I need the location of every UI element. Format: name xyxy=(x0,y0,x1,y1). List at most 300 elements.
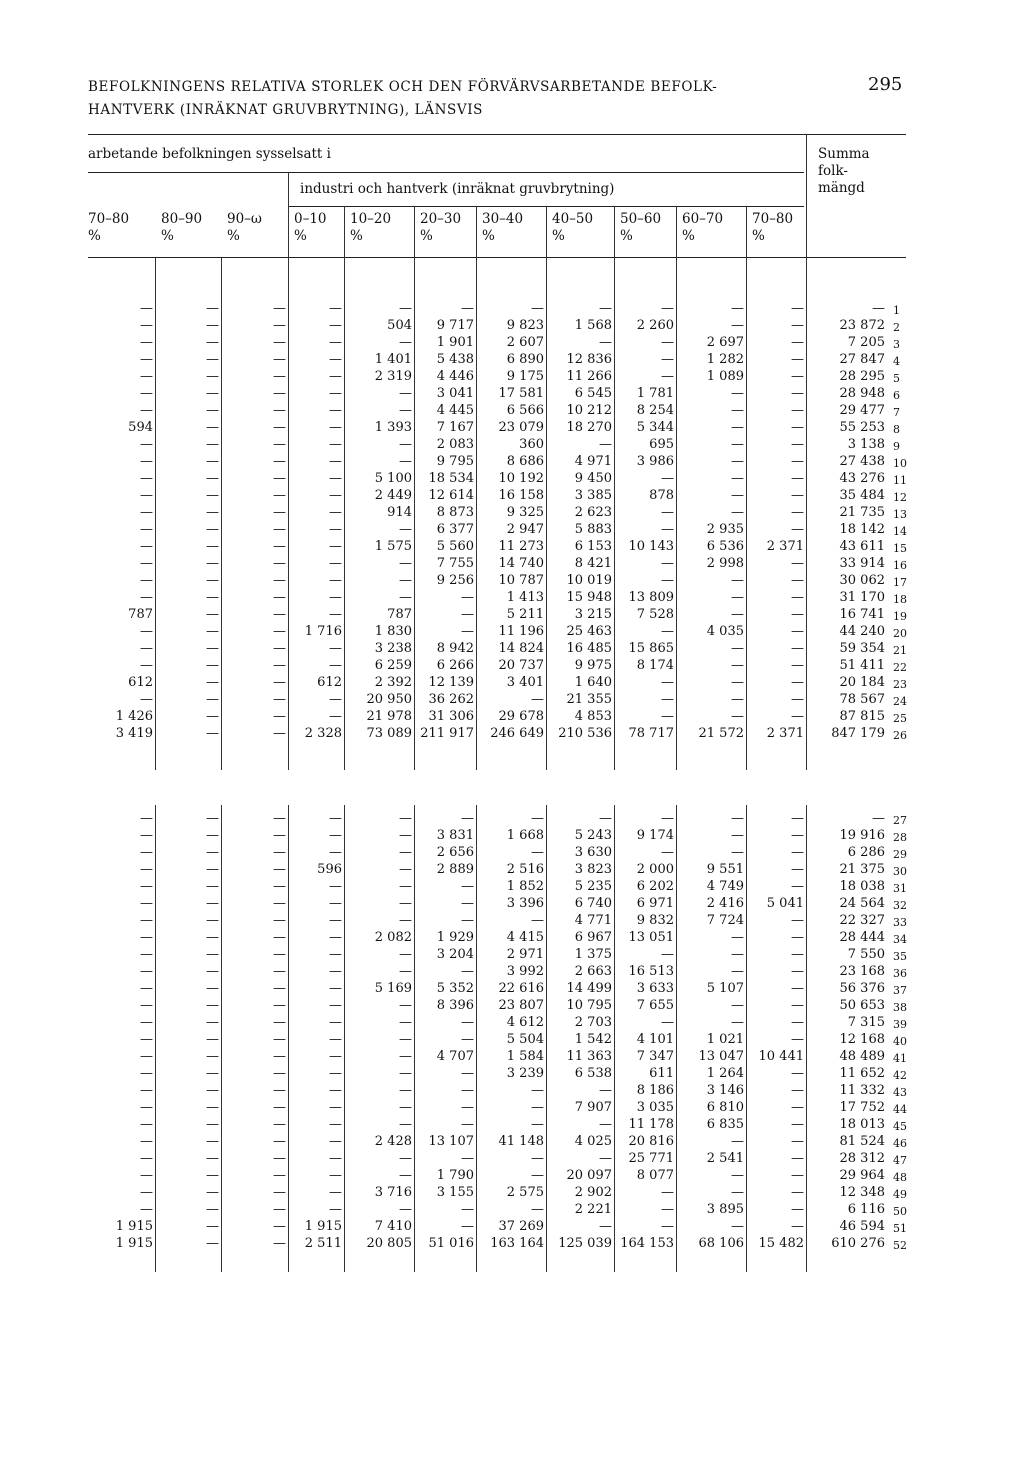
table-cell: — xyxy=(731,930,744,945)
table-cell: — xyxy=(461,1100,474,1115)
table-cell: — xyxy=(791,573,804,588)
table-cell: 20 805 xyxy=(366,1236,412,1251)
table-cell: 3 239 xyxy=(506,1066,544,1081)
table-cell: — xyxy=(273,675,286,690)
table-cell: — xyxy=(140,488,153,503)
table-cell: — xyxy=(791,590,804,605)
table-cell: 25 771 xyxy=(628,1151,674,1166)
row-number: 43 xyxy=(893,1086,907,1099)
table-cell: — xyxy=(140,1032,153,1047)
table-cell: — xyxy=(329,1202,342,1217)
table-cell: 1 575 xyxy=(374,539,412,554)
table-cell: 7 550 xyxy=(847,947,885,962)
table-cell: — xyxy=(731,301,744,316)
table-cell: — xyxy=(731,845,744,860)
table-cell: — xyxy=(791,420,804,435)
table-cell: — xyxy=(273,352,286,367)
table-cell: — xyxy=(206,386,219,401)
table-cell: 29 678 xyxy=(498,709,544,724)
table-cell: — xyxy=(791,505,804,520)
column-divider xyxy=(614,206,615,258)
table-cell: — xyxy=(399,862,412,877)
table-cell: — xyxy=(273,1049,286,1064)
table-cell: — xyxy=(461,1032,474,1047)
table-cell: 18 270 xyxy=(566,420,612,435)
table-cell: — xyxy=(461,896,474,911)
table-cell: — xyxy=(791,641,804,656)
table-cell: — xyxy=(791,352,804,367)
table-cell: — xyxy=(531,1100,544,1115)
table-cell: 11 196 xyxy=(498,624,544,639)
table-cell: — xyxy=(461,964,474,979)
row-number: 1 xyxy=(893,304,900,317)
table-cell: 7 655 xyxy=(636,998,674,1013)
row-number: 52 xyxy=(893,1239,907,1252)
table-cell: — xyxy=(661,947,674,962)
table-cell: — xyxy=(399,437,412,452)
table-cell: — xyxy=(206,573,219,588)
table-cell: 2 607 xyxy=(506,335,544,350)
table-cell: — xyxy=(273,454,286,469)
table-cell: 5 211 xyxy=(506,607,544,622)
table-cell: — xyxy=(461,301,474,316)
table-cell: — xyxy=(206,845,219,860)
table-cell: — xyxy=(791,1015,804,1030)
table-cell: — xyxy=(731,488,744,503)
table-cell: — xyxy=(140,930,153,945)
table-cell: — xyxy=(791,879,804,894)
column-unit: % xyxy=(227,228,240,244)
table-cell: 6 835 xyxy=(706,1117,744,1132)
table-cell: — xyxy=(399,454,412,469)
table-cell: — xyxy=(731,386,744,401)
table-cell: — xyxy=(599,301,612,316)
table-cell: — xyxy=(399,1032,412,1047)
table-cell: 164 153 xyxy=(620,1236,674,1251)
table-cell: — xyxy=(791,1151,804,1166)
table-cell: — xyxy=(791,369,804,384)
table-cell: — xyxy=(791,981,804,996)
table-cell: 28 444 xyxy=(839,930,885,945)
table-cell: — xyxy=(329,1066,342,1081)
table-cell: — xyxy=(206,1151,219,1166)
table-cell: — xyxy=(206,1032,219,1047)
table-cell: 3 138 xyxy=(847,437,885,452)
table-cell: — xyxy=(399,998,412,1013)
row-number: 3 xyxy=(893,338,900,351)
table-cell: — xyxy=(791,607,804,622)
table-cell: 13 107 xyxy=(428,1134,474,1149)
page-number: 295 xyxy=(868,74,903,95)
table-cell: 6 116 xyxy=(847,1202,885,1217)
table-cell: — xyxy=(206,1015,219,1030)
table-cell: — xyxy=(273,590,286,605)
table-cell: — xyxy=(461,1151,474,1166)
table-cell: — xyxy=(206,1117,219,1132)
table-cell: — xyxy=(273,896,286,911)
table-cell: 23 168 xyxy=(839,964,885,979)
table-cell: — xyxy=(791,301,804,316)
table-cell: 504 xyxy=(387,318,412,333)
table-cell: — xyxy=(399,947,412,962)
table-cell: — xyxy=(329,811,342,826)
row-number: 11 xyxy=(893,474,907,487)
column-range: 20–30 xyxy=(420,211,462,227)
table-cell: 2 998 xyxy=(706,556,744,571)
table-cell: — xyxy=(531,1168,544,1183)
table-cell: — xyxy=(140,828,153,843)
table-cell: 6 266 xyxy=(436,658,474,673)
table-cell: — xyxy=(206,318,219,333)
table-cell: 787 xyxy=(387,607,412,622)
column-divider xyxy=(546,206,547,258)
table-cell: — xyxy=(273,981,286,996)
table-cell: 55 253 xyxy=(839,420,885,435)
table-cell: — xyxy=(791,828,804,843)
row-number: 51 xyxy=(893,1222,907,1235)
table-cell: — xyxy=(791,454,804,469)
row-number: 13 xyxy=(893,508,907,521)
table-cell: 1 781 xyxy=(636,386,674,401)
table-cell: — xyxy=(206,879,219,894)
table-cell: — xyxy=(531,1151,544,1166)
table-cell: — xyxy=(206,1168,219,1183)
column-range: 70–80 xyxy=(88,211,130,227)
subgroup-header: industri och hantverk (inräknat gruvbrytning) xyxy=(300,181,615,197)
column-header-8 xyxy=(552,211,593,245)
table-cell: — xyxy=(791,1202,804,1217)
row-number: 30 xyxy=(893,865,907,878)
table-cell: — xyxy=(731,590,744,605)
table-cell: — xyxy=(206,590,219,605)
table-cell: 1 021 xyxy=(706,1032,744,1047)
table-cell: — xyxy=(872,811,885,826)
table-cell: — xyxy=(206,913,219,928)
table-cell: — xyxy=(661,675,674,690)
table-cell: — xyxy=(791,1066,804,1081)
table-cell: — xyxy=(273,301,286,316)
table-cell: 596 xyxy=(317,862,342,877)
table-cell: 5 352 xyxy=(436,981,474,996)
table-cell: 2 371 xyxy=(766,539,804,554)
table-cell: 2 541 xyxy=(706,1151,744,1166)
table-cell: 4 445 xyxy=(436,403,474,418)
table-cell: — xyxy=(461,624,474,639)
row-number: 12 xyxy=(893,491,907,504)
table-cell: — xyxy=(791,403,804,418)
table-cell: — xyxy=(206,454,219,469)
table-cell: 22 327 xyxy=(839,913,885,928)
table-cell: — xyxy=(531,1083,544,1098)
table-cell: — xyxy=(329,573,342,588)
table-cell: — xyxy=(791,624,804,639)
table-cell: 6 566 xyxy=(506,403,544,418)
table-cell: 6 971 xyxy=(636,896,674,911)
table-cell: 10 143 xyxy=(628,539,674,554)
table-cell: — xyxy=(661,1015,674,1030)
table-cell: 17 752 xyxy=(839,1100,885,1115)
table-cell: — xyxy=(791,1168,804,1183)
table-cell: 2 663 xyxy=(574,964,612,979)
table-cell: 15 482 xyxy=(758,1236,804,1251)
table-cell: — xyxy=(329,1117,342,1132)
table-cell: 11 652 xyxy=(839,1066,885,1081)
table-cell: 11 363 xyxy=(566,1049,612,1064)
table-cell: — xyxy=(273,539,286,554)
table-cell: — xyxy=(791,947,804,962)
row-number: 24 xyxy=(893,695,907,708)
table-cell: 4 771 xyxy=(574,913,612,928)
table-cell: — xyxy=(399,403,412,418)
table-cell: — xyxy=(791,335,804,350)
table-cell: — xyxy=(329,981,342,996)
table-cell: — xyxy=(140,879,153,894)
column-header-1 xyxy=(88,211,129,245)
column-unit: % xyxy=(682,228,695,244)
table-cell: — xyxy=(791,1083,804,1098)
table-cell: — xyxy=(273,488,286,503)
table-cell: 2 260 xyxy=(636,318,674,333)
table-cell: — xyxy=(329,1083,342,1098)
table-cell: 9 256 xyxy=(436,573,474,588)
table-cell: — xyxy=(329,437,342,452)
table-cell: — xyxy=(791,862,804,877)
table-cell: 2 511 xyxy=(304,1236,342,1251)
table-cell: — xyxy=(329,709,342,724)
table-cell: — xyxy=(140,1083,153,1098)
table-cell: 2 703 xyxy=(574,1015,612,1030)
table-cell: — xyxy=(206,675,219,690)
row-number: 21 xyxy=(893,644,907,657)
table-cell: — xyxy=(329,947,342,962)
row-number: 4 xyxy=(893,355,900,368)
table-cell: — xyxy=(140,369,153,384)
column-header-9 xyxy=(620,211,661,245)
table-cell: — xyxy=(531,811,544,826)
table-cell: 4 853 xyxy=(574,709,612,724)
table-cell: 78 567 xyxy=(839,692,885,707)
row-number: 50 xyxy=(893,1205,907,1218)
table-cell: 1 915 xyxy=(304,1219,342,1234)
table-cell: — xyxy=(140,1185,153,1200)
column-range: 30–40 xyxy=(482,211,524,227)
table-cell: — xyxy=(206,896,219,911)
title-line-2: HANTVERK (INRÄKNAT GRUVBRYTNING), LÄNSVIS xyxy=(88,102,483,118)
table-cell: — xyxy=(399,1049,412,1064)
table-cell: 1 915 xyxy=(115,1236,153,1251)
table-cell: 5 883 xyxy=(574,522,612,537)
table-cell: — xyxy=(791,964,804,979)
table-cell: — xyxy=(731,505,744,520)
table-cell: — xyxy=(273,947,286,962)
table-cell: — xyxy=(206,1066,219,1081)
row-number: 29 xyxy=(893,848,907,861)
table-cell: — xyxy=(273,505,286,520)
table-cell: — xyxy=(731,403,744,418)
table-cell: — xyxy=(661,811,674,826)
row-number: 14 xyxy=(893,525,907,538)
table-cell: — xyxy=(329,403,342,418)
table-cell: — xyxy=(531,1202,544,1217)
table-cell: — xyxy=(140,573,153,588)
row-number: 48 xyxy=(893,1171,907,1184)
row-number: 7 xyxy=(893,406,900,419)
column-unit: % xyxy=(420,228,433,244)
summa-line-3: mängd xyxy=(818,180,865,196)
table-cell: — xyxy=(273,1100,286,1115)
summa-divider xyxy=(806,134,807,258)
table-cell: 847 179 xyxy=(831,726,885,741)
table-cell: — xyxy=(273,556,286,571)
row-number: 33 xyxy=(893,916,907,929)
column-unit: % xyxy=(350,228,363,244)
table-cell: — xyxy=(206,488,219,503)
table-cell: 2 392 xyxy=(374,675,412,690)
column-header-10 xyxy=(682,211,723,245)
table-cell: 594 xyxy=(128,420,153,435)
row-number: 20 xyxy=(893,627,907,640)
table-cell: — xyxy=(273,437,286,452)
table-cell: — xyxy=(140,539,153,554)
table-cell: 2 947 xyxy=(506,522,544,537)
table-cell: — xyxy=(791,488,804,503)
table-cell: 1 852 xyxy=(506,879,544,894)
table-cell: 20 184 xyxy=(839,675,885,690)
table-cell: — xyxy=(661,505,674,520)
table-cell: 7 528 xyxy=(636,607,674,622)
table-cell: 3 401 xyxy=(506,675,544,690)
table-cell: — xyxy=(329,556,342,571)
table-cell: — xyxy=(273,913,286,928)
table-cell: 5 243 xyxy=(574,828,612,843)
table-cell: 612 xyxy=(317,675,342,690)
row-number: 31 xyxy=(893,882,907,895)
table-cell: — xyxy=(791,692,804,707)
table-cell: 2 449 xyxy=(374,488,412,503)
table-cell: — xyxy=(273,335,286,350)
table-cell: 7 755 xyxy=(436,556,474,571)
table-cell: — xyxy=(206,964,219,979)
column-unit: % xyxy=(620,228,633,244)
table-cell: 30 062 xyxy=(839,573,885,588)
table-cell: — xyxy=(329,539,342,554)
table-cell: — xyxy=(140,1015,153,1030)
table-cell: 2 000 xyxy=(636,862,674,877)
table-cell: 1 929 xyxy=(436,930,474,945)
column-range: 70–80 xyxy=(752,211,794,227)
row-number: 19 xyxy=(893,610,907,623)
table-cell: — xyxy=(399,1100,412,1115)
table-cell: — xyxy=(273,658,286,673)
table-cell: 611 xyxy=(649,1066,674,1081)
table-cell: — xyxy=(273,1117,286,1132)
table-cell: — xyxy=(206,1049,219,1064)
table-cell: — xyxy=(140,590,153,605)
table-cell: 3 716 xyxy=(374,1185,412,1200)
table-cell: — xyxy=(791,1219,804,1234)
table-cell: 4 446 xyxy=(436,369,474,384)
table-cell: — xyxy=(273,471,286,486)
table-cell: — xyxy=(206,1134,219,1149)
table-cell: 20 950 xyxy=(366,692,412,707)
table-cell: — xyxy=(140,1100,153,1115)
table-cell: — xyxy=(399,1066,412,1081)
table-cell: — xyxy=(399,964,412,979)
table-cell: 13 047 xyxy=(698,1049,744,1064)
column-range: 80–90 xyxy=(161,211,203,227)
table-cell: 21 375 xyxy=(839,862,885,877)
table-cell: — xyxy=(599,437,612,452)
table-cell: — xyxy=(399,896,412,911)
column-divider xyxy=(288,172,289,258)
column-divider xyxy=(806,258,807,770)
table-cell: — xyxy=(140,641,153,656)
table-cell: — xyxy=(661,692,674,707)
table-cell: 9 975 xyxy=(574,658,612,673)
table-cell: 6 377 xyxy=(436,522,474,537)
table-cell: 7 410 xyxy=(374,1219,412,1234)
table-cell: 9 717 xyxy=(436,318,474,333)
table-cell: — xyxy=(599,1117,612,1132)
table-cell: — xyxy=(206,947,219,962)
table-cell: 24 564 xyxy=(839,896,885,911)
table-cell: 163 164 xyxy=(490,1236,544,1251)
table-cell: — xyxy=(599,1219,612,1234)
table-cell: — xyxy=(661,709,674,724)
table-cell: 1 668 xyxy=(506,828,544,843)
table-cell: — xyxy=(206,981,219,996)
table-cell: 1 568 xyxy=(574,318,612,333)
table-cell: 2 889 xyxy=(436,862,474,877)
table-cell: — xyxy=(140,981,153,996)
table-cell: 5 504 xyxy=(506,1032,544,1047)
table-cell: 1 584 xyxy=(506,1049,544,1064)
table-cell: 8 077 xyxy=(636,1168,674,1183)
table-cell: 5 235 xyxy=(574,879,612,894)
table-cell: — xyxy=(329,692,342,707)
table-cell: — xyxy=(791,556,804,571)
table-cell: — xyxy=(140,437,153,452)
table-cell: 50 653 xyxy=(839,998,885,1013)
table-cell: 6 259 xyxy=(374,658,412,673)
row-number: 34 xyxy=(893,933,907,946)
table-cell: — xyxy=(273,879,286,894)
table-cell: — xyxy=(273,1185,286,1200)
table-cell: 10 441 xyxy=(758,1049,804,1064)
row-number: 42 xyxy=(893,1069,907,1082)
table-cell: 1 716 xyxy=(304,624,342,639)
table-cell: 12 836 xyxy=(566,352,612,367)
table-cell: 695 xyxy=(649,437,674,452)
table-cell: 27 438 xyxy=(839,454,885,469)
table-cell: — xyxy=(206,301,219,316)
table-cell: — xyxy=(329,420,342,435)
table-cell: 51 411 xyxy=(839,658,885,673)
table-cell: 21 355 xyxy=(566,692,612,707)
table-cell: — xyxy=(140,318,153,333)
group-rule xyxy=(88,172,804,173)
table-cell: — xyxy=(140,1151,153,1166)
table-cell: 8 421 xyxy=(574,556,612,571)
table-cell: — xyxy=(731,828,744,843)
table-cell: 1 282 xyxy=(706,352,744,367)
table-cell: 27 847 xyxy=(839,352,885,367)
table-cell: — xyxy=(731,1219,744,1234)
table-cell: 18 142 xyxy=(839,522,885,537)
table-cell: — xyxy=(140,1049,153,1064)
row-number: 40 xyxy=(893,1035,907,1048)
table-cell: 43 611 xyxy=(839,539,885,554)
